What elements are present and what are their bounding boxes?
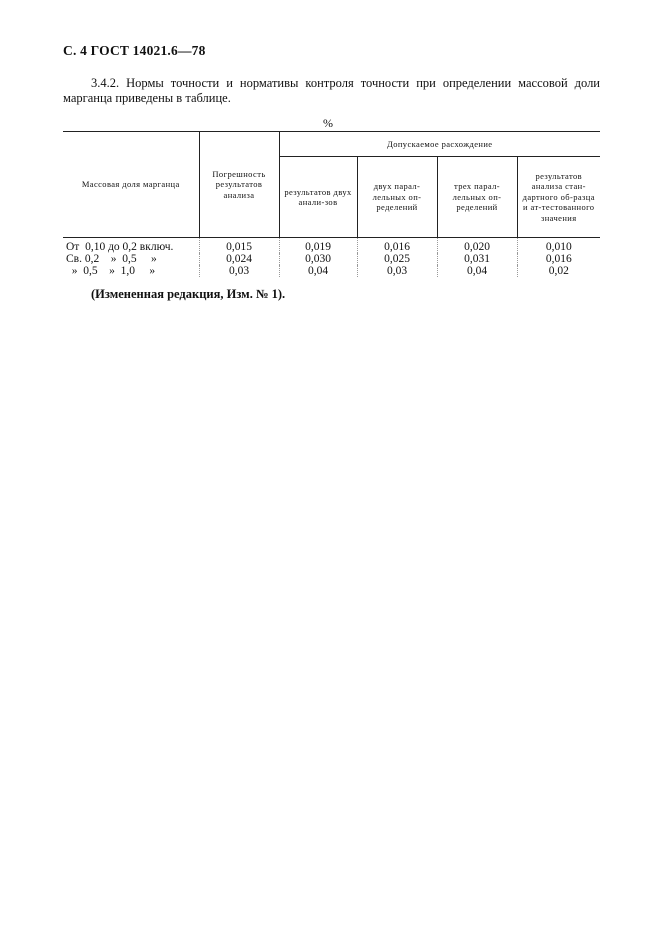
cell-error: 0,024 xyxy=(199,253,279,265)
page-header: С. 4 ГОСТ 14021.6—78 xyxy=(63,43,206,58)
header-two-parallel: двух парал-лельных оп-ределений xyxy=(357,157,437,238)
table-row xyxy=(63,265,600,277)
cell-error: 0,03 xyxy=(199,265,279,277)
unit-label: % xyxy=(323,116,333,130)
table-row xyxy=(63,253,600,265)
cell-error: 0,015 xyxy=(199,238,279,254)
header-two-analyses: результатов двух анали-зов xyxy=(279,157,357,238)
intro-paragraph: 3.4.2. Нормы точности и нормативы контроля точности при определении массовой доли марганца приведены в таблице. xyxy=(63,76,600,105)
header-mass-fraction: Массовая доля марганца xyxy=(63,132,199,238)
cell-three-parallel: 0,04 xyxy=(437,265,517,277)
accuracy-table-grid xyxy=(63,131,600,277)
cell-standard-sample: 0,010 xyxy=(517,238,600,254)
cell-two-parallel: 0,03 xyxy=(357,265,437,277)
cell-three-parallel: 0,031 xyxy=(437,253,517,265)
cell-range: От 0,10 до 0,2 включ. xyxy=(66,241,174,253)
amendment-note: (Измененная редакция, Изм. № 1). xyxy=(91,287,286,301)
cell-three-parallel: 0,020 xyxy=(437,238,517,254)
table-row xyxy=(63,238,600,254)
cell-two-analyses: 0,019 xyxy=(279,238,357,254)
header-analysis-error: Погрешность результатов анализа xyxy=(199,132,279,238)
header-standard-sample: результатов анализа стан-дартного об-разца и ат-тестованного значения xyxy=(517,157,600,238)
cell-two-parallel: 0,025 xyxy=(357,253,437,265)
header-allowed-discrepancy: Допускаемое расхождение xyxy=(279,132,600,157)
accuracy-table xyxy=(63,131,600,277)
cell-standard-sample: 0,02 xyxy=(517,265,600,277)
cell-range: Св. 0,2 » 0,5 » xyxy=(66,253,157,265)
cell-standard-sample: 0,016 xyxy=(517,253,600,265)
cell-two-analyses: 0,030 xyxy=(279,253,357,265)
cell-two-analyses: 0,04 xyxy=(279,265,357,277)
cell-two-parallel: 0,016 xyxy=(357,238,437,254)
cell-range: » 0,5 » 1,0 » xyxy=(66,265,156,277)
header-three-parallel: трех парал-лельных оп-ределений xyxy=(437,157,517,238)
